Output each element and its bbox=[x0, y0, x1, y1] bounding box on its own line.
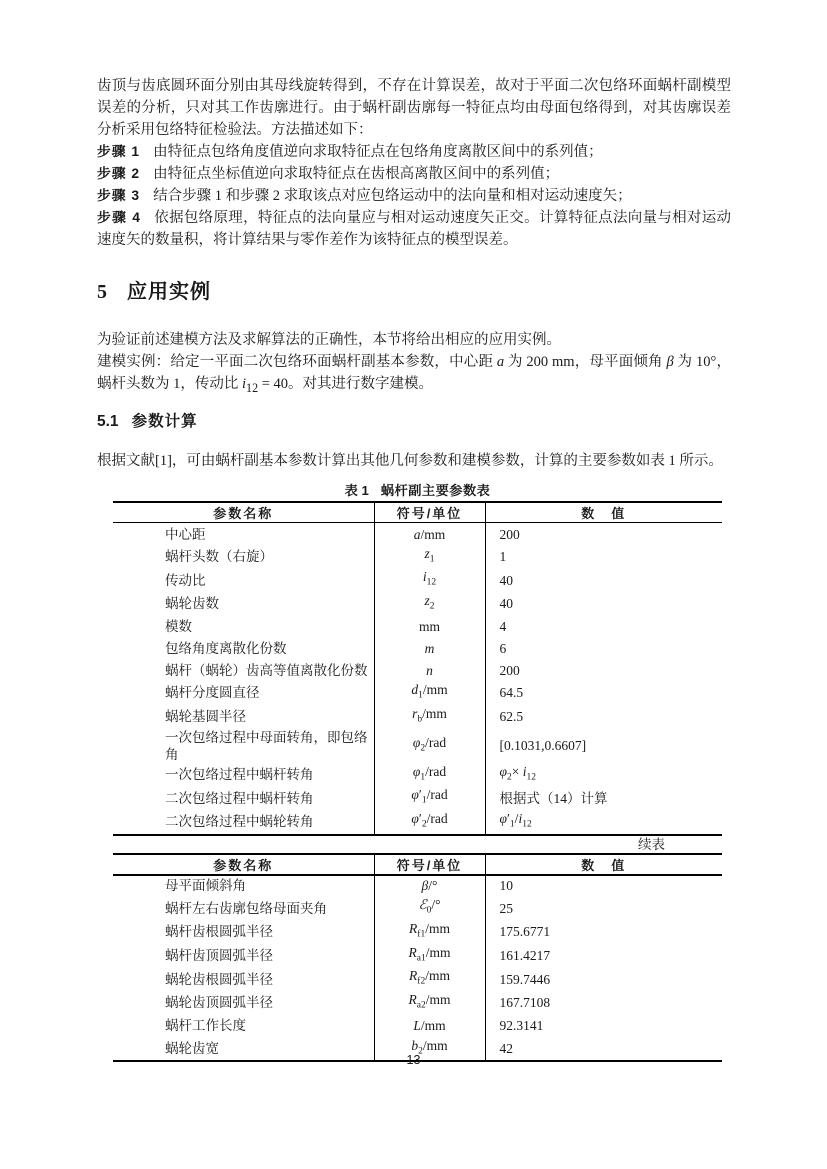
cell-symbol: $r_b/mm$ bbox=[374, 705, 485, 729]
modeling-example-paragraph: 建模实例：给定一平面二次包络环面蜗杆副基本参数，中心距 a 为 200 mm，母平面倾角 β 为 10°，蜗杆头数为 1，传动比 $i_{12} = 40$。对其进行数字建模。 bbox=[97, 354, 731, 395]
table-row bbox=[113, 763, 722, 787]
table-row bbox=[113, 810, 722, 835]
cell-param-name: 母平面倾斜角 bbox=[113, 875, 374, 897]
subsection-5-1-heading bbox=[97, 411, 731, 433]
table-caption bbox=[113, 482, 722, 499]
header-cell-value: 数 值 bbox=[485, 502, 722, 523]
cell-symbol: $i_{12}$ bbox=[374, 568, 485, 592]
cell-value: 42 bbox=[499, 1040, 513, 1056]
cell-value: $\varphi_2\times i_{12}$ bbox=[499, 763, 536, 783]
page-content bbox=[97, 75, 731, 1062]
cell-value: 40 bbox=[499, 572, 513, 588]
step-text: 由特征点坐标值逆向求取特征点在齿根高离散区间中的系列值； bbox=[153, 166, 560, 182]
cell-value: 200 bbox=[499, 526, 520, 542]
step-text: 结合步骤 1 和步骤 2 求取该点对应包络运动中的法向量和相对运动速度矢； bbox=[153, 188, 632, 204]
cell-param-name: 蜗杆齿根圆弧半径 bbox=[113, 920, 374, 944]
cell-symbol: mm bbox=[374, 616, 485, 638]
cell-symbol: $R_{a1}/mm$ bbox=[374, 944, 485, 968]
cell-symbol: n bbox=[374, 659, 485, 681]
cell-symbol: $R_{f1}/mm$ bbox=[374, 920, 485, 944]
cell-symbol: $d_1/mm$ bbox=[374, 681, 485, 705]
table-row bbox=[113, 920, 722, 944]
table-header-row bbox=[113, 502, 722, 523]
table-row bbox=[113, 592, 722, 616]
table-caption-label: 表 1 bbox=[344, 482, 369, 498]
cell-symbol: $\varphi_1$/rad bbox=[374, 763, 485, 787]
table-row bbox=[113, 705, 722, 729]
step-label: 步骤 2 bbox=[97, 166, 141, 181]
cell-param-name: 蜗杆齿顶圆弧半径 bbox=[113, 944, 374, 968]
cell-param-name: 二次包络过程中蜗轮转角 bbox=[113, 810, 374, 835]
cell-param-name: 蜗轮齿顶圆弧半径 bbox=[113, 991, 374, 1015]
cell-param-name: 蜗杆头数（右旋） bbox=[113, 545, 374, 569]
cell-value: 1 bbox=[499, 549, 507, 565]
cell-value: 40 bbox=[499, 596, 513, 612]
continued-table-label: 续表 bbox=[638, 836, 665, 852]
cell-value: 25 bbox=[499, 900, 513, 916]
cell-symbol: $R_{f2}/mm$ bbox=[374, 967, 485, 991]
table-caption-title: 蜗杆副主要参数表 bbox=[380, 482, 491, 498]
cell-symbol: $\varphi'_2$/rad bbox=[374, 810, 485, 835]
table-row bbox=[113, 659, 722, 681]
params-table bbox=[113, 501, 722, 836]
cell-value: [0.1031,0.6607] bbox=[499, 738, 587, 754]
cell-param-name: 蜗杆（蜗轮）齿高等值离散化份数 bbox=[113, 659, 374, 681]
header-cell-symbol: 符号/单位 bbox=[374, 854, 485, 875]
cell-value: 200 bbox=[499, 662, 520, 678]
table-row bbox=[113, 681, 722, 705]
cell-symbol: β/° bbox=[374, 875, 485, 897]
cell-param-name: 模数 bbox=[113, 616, 374, 638]
cell-symbol: L/mm bbox=[374, 1015, 485, 1037]
table-row bbox=[113, 896, 722, 920]
cell-param-name: 包络角度离散化份数 bbox=[113, 638, 374, 660]
cell-param-name: 中心距 bbox=[113, 523, 374, 545]
page-number: 13 bbox=[406, 1053, 421, 1067]
cell-symbol: $\varphi'_1$/rad bbox=[374, 786, 485, 810]
cell-param-name: 传动比 bbox=[113, 568, 374, 592]
cell-symbol: a/mm bbox=[374, 523, 485, 545]
step-item-4 bbox=[97, 207, 731, 251]
cell-value: 6 bbox=[499, 640, 507, 656]
cell-value: 64.5 bbox=[499, 685, 524, 701]
step-label: 步骤 3 bbox=[97, 188, 141, 203]
header-cell-name: 参数名称 bbox=[113, 854, 374, 875]
cell-param-name: 蜗轮基圆半径 bbox=[113, 705, 374, 729]
cell-param-name: 蜗杆分度圆直径 bbox=[113, 681, 374, 705]
table-row bbox=[113, 638, 722, 660]
step-item-2 bbox=[97, 163, 731, 185]
params-paragraph: 根据文献[1]，可由蜗杆副基本参数计算出其他几何参数和建模参数，计算的主要参数如表 1 所示。 bbox=[97, 452, 723, 469]
section-5-paragraph-1: 为验证前述建模方法及求解算法的正确性，本节将给出相应的应用实例。 bbox=[97, 332, 561, 348]
cell-value: 167.7108 bbox=[499, 995, 551, 1011]
intro-paragraph: 齿顶与齿底圆环面分别由其母线旋转得到，不存在计算误差，故对于平面二次包络环面蜗杆副模型误差的分析，只对其工作齿廓进行。由于蜗杆副齿廓每一特征点均由母面包络得到，对其齿廓误差分析采用包络特征检验法。方法描述如下： bbox=[97, 78, 731, 138]
cell-param-name: 一次包络过程中蜗杆转角 bbox=[113, 763, 374, 787]
cell-value: 175.6771 bbox=[499, 924, 551, 940]
table-row bbox=[113, 944, 722, 968]
cell-symbol: $b_2/mm$ bbox=[374, 1037, 485, 1062]
table-header-row bbox=[113, 854, 722, 875]
step-label: 步骤 1 bbox=[97, 144, 141, 159]
section-title: 应用实例 bbox=[127, 281, 211, 303]
cell-param-name: 蜗杆左右齿廓包络母面夹角 bbox=[113, 896, 374, 920]
params-table-continued bbox=[113, 853, 722, 1063]
cell-param-name: 蜗轮齿宽 bbox=[113, 1037, 374, 1062]
cell-param-name: 二次包络过程中蜗杆转角 bbox=[113, 786, 374, 810]
subsection-title: 参数计算 bbox=[131, 412, 198, 430]
table-row bbox=[113, 967, 722, 991]
subsection-number: 5.1 bbox=[97, 412, 119, 430]
step-item-1 bbox=[97, 141, 731, 163]
cell-param-name: 一次包络过程中母面转角，即包络角 bbox=[113, 729, 374, 763]
cell-symbol: $\varphi_2$/rad bbox=[374, 729, 485, 763]
step-text: 由特征点包络角度值逆向求取特征点在包络角度离散区间中的系列值； bbox=[153, 144, 603, 160]
table-row bbox=[113, 875, 722, 897]
table-row bbox=[113, 1015, 722, 1037]
header-cell-value: 数 值 bbox=[485, 854, 722, 875]
cell-value: $\varphi'_1/i_{12}$ bbox=[499, 810, 532, 830]
cell-param-name: 蜗轮齿数 bbox=[113, 592, 374, 616]
cell-value: 62.5 bbox=[499, 709, 524, 725]
cell-symbol: $R_{a2}/mm$ bbox=[374, 991, 485, 1015]
cell-value: 92.3141 bbox=[499, 1018, 544, 1034]
step-text: 依据包络原理，特征点的法向量应与相对运动速度矢正交。计算特征点法向量与相对运动速度矢的数量积，将计算结果与零作差作为该特征点的模型误差。 bbox=[97, 210, 732, 248]
table-row bbox=[113, 545, 722, 569]
table-row bbox=[113, 991, 722, 1015]
table-row bbox=[113, 616, 722, 638]
header-cell-name: 参数名称 bbox=[113, 502, 374, 523]
cell-value: 161.4217 bbox=[499, 948, 551, 964]
cell-param-name: 蜗杆工作长度 bbox=[113, 1015, 374, 1037]
table-row bbox=[113, 568, 722, 592]
table-row bbox=[113, 729, 722, 763]
cell-value: 根据式（14）计算 bbox=[499, 790, 608, 806]
cell-param-name: 蜗轮齿根圆弧半径 bbox=[113, 967, 374, 991]
step-item-3 bbox=[97, 185, 731, 207]
table-row bbox=[113, 786, 722, 810]
header-cell-symbol: 符号/单位 bbox=[374, 502, 485, 523]
section-5-heading bbox=[97, 279, 731, 305]
cell-symbol: $z_2$ bbox=[374, 592, 485, 616]
table-row bbox=[113, 523, 722, 545]
cell-value: 10 bbox=[499, 878, 513, 894]
cell-value: 159.7446 bbox=[499, 971, 551, 987]
cell-value: 4 bbox=[499, 619, 507, 635]
step-label: 步骤 4 bbox=[97, 210, 141, 225]
cell-symbol: m bbox=[374, 638, 485, 660]
cell-symbol: $z_1$ bbox=[374, 545, 485, 569]
cell-symbol: ℰ$_0$/° bbox=[374, 896, 485, 920]
section-number: 5 bbox=[97, 281, 107, 303]
